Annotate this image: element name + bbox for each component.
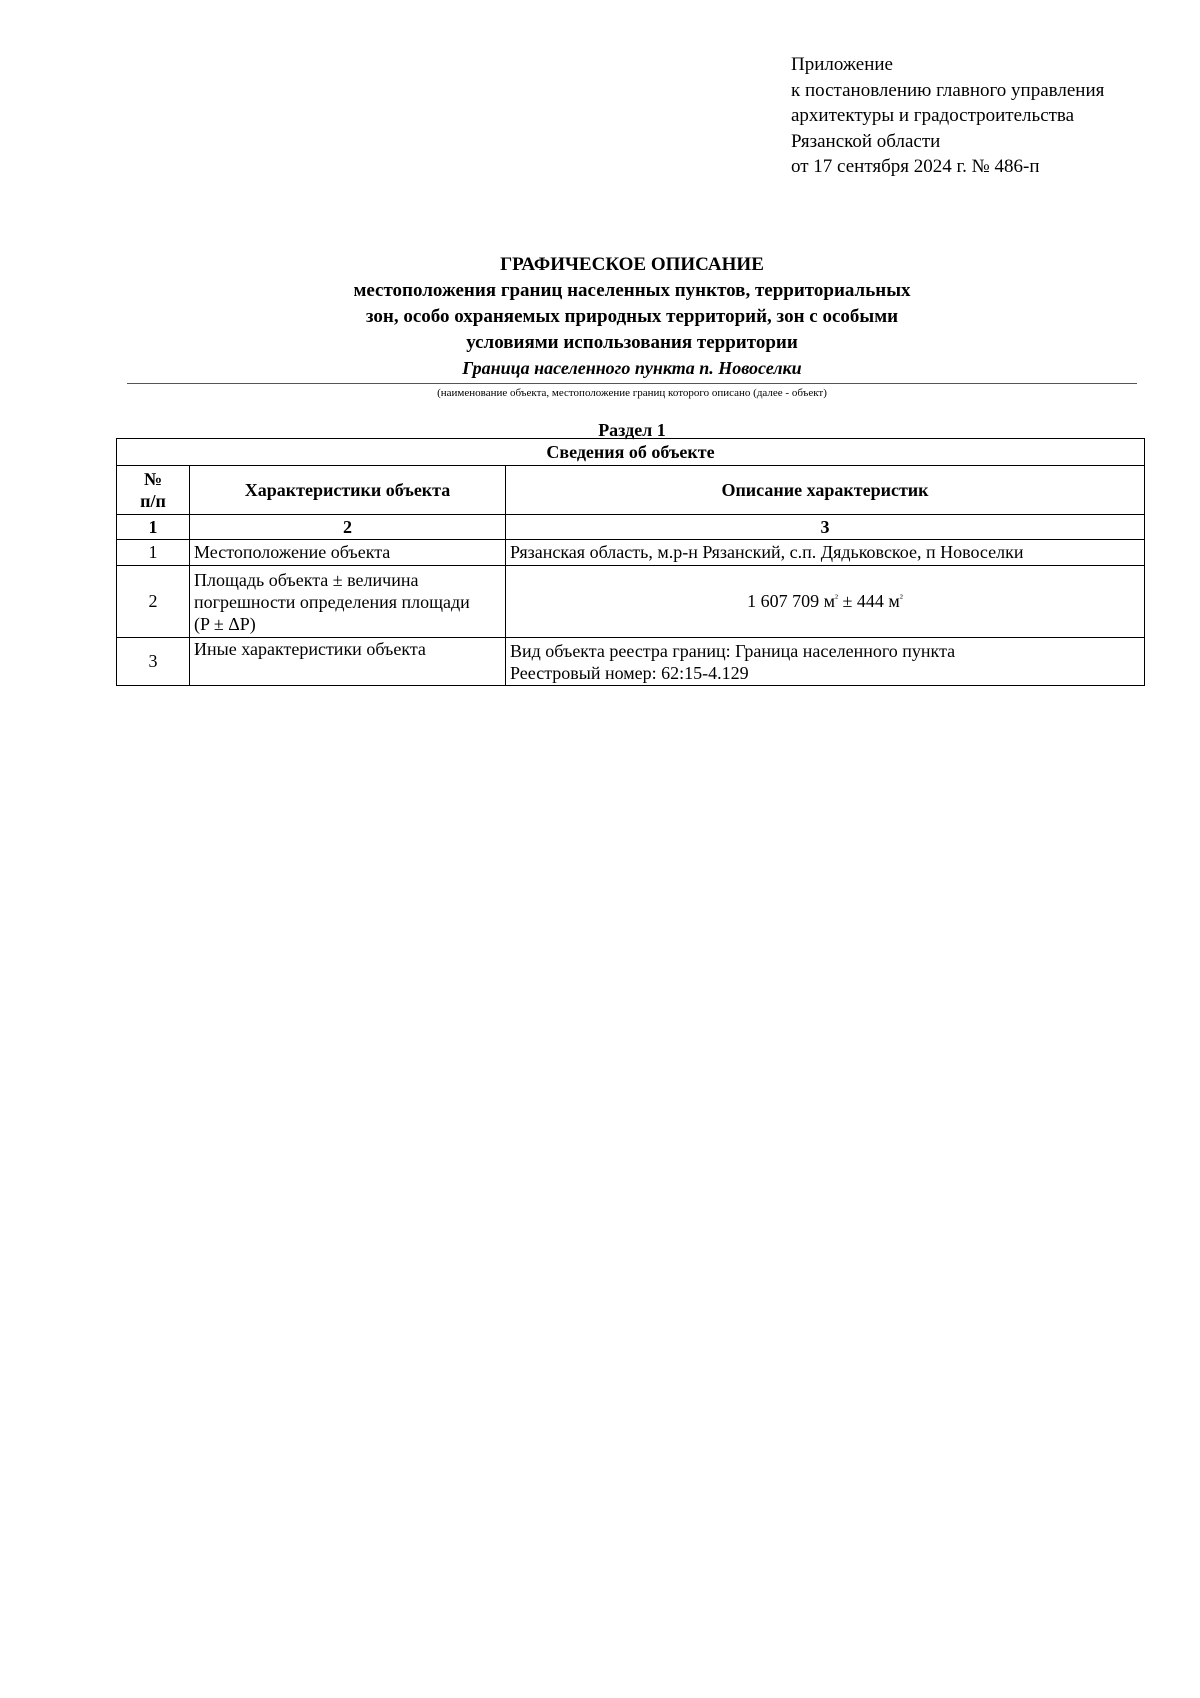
table-caption: Сведения об объекте [117, 439, 1145, 466]
row-num: 1 [117, 540, 190, 566]
appendix-line: к постановлению главного управления [791, 79, 1105, 101]
column-index: 2 [190, 515, 506, 540]
column-index-row [117, 515, 1145, 540]
characteristic-line: погрешности определения площади [194, 591, 470, 612]
column-index: 1 [117, 515, 190, 540]
row-description: Рязанская область, м.р-н Рязанский, с.п. Дядьковское, п Новоселки [506, 540, 1145, 566]
section-title: Раздел 1 [598, 420, 666, 440]
underline-rule [127, 383, 1137, 384]
appendix-block [791, 52, 1104, 180]
header-characteristic: Характеристики объекта [190, 466, 506, 515]
appendix-line: Рязанской области [791, 130, 941, 152]
title-line: ГРАФИЧЕСКОЕ ОПИСАНИЕ [500, 254, 764, 275]
object-caption: (наименование объекта, местоположение границ которого описано (далее - объект) [437, 387, 827, 399]
row-num: 2 [117, 566, 190, 638]
area-unit-sup: ² [835, 593, 839, 604]
description-line: Реестровый номер: 62:15-4.129 [510, 662, 749, 683]
row-characteristic: Местоположение объекта [190, 540, 506, 566]
table-caption-row [117, 439, 1145, 466]
characteristic-line: (P ± ΔP) [194, 613, 256, 634]
object-info-table [116, 438, 1145, 686]
title-line: местоположения границ населенных пунктов, территориальных [353, 280, 911, 301]
table-row [117, 566, 1145, 638]
header-description: Описание характеристик [506, 466, 1145, 515]
area-error: ± 444 м [838, 591, 900, 611]
table-header-row [117, 466, 1145, 515]
appendix-line: Приложение [791, 54, 893, 75]
header-num [117, 466, 190, 515]
row-num: 3 [117, 638, 190, 686]
error-unit-sup: ² [899, 593, 903, 604]
column-index: 3 [506, 515, 1145, 540]
table-row [117, 638, 1145, 686]
table-row [117, 540, 1145, 566]
document-title [127, 252, 1137, 380]
title-line: зон, особо охраняемых природных территорий, зон с особыми [365, 306, 899, 327]
row-characteristic [190, 566, 506, 638]
title-line: условиями использования территории [466, 332, 798, 353]
object-name: Граница населенного пункта п. Новоселки [462, 358, 802, 378]
appendix-line: от 17 сентября 2024 г. № 486-п [791, 156, 1040, 177]
description-line: Вид объекта реестра границ: Граница населенного пункта [510, 640, 956, 661]
row-description [506, 566, 1145, 638]
header-num-line1: № [143, 469, 163, 489]
characteristic-line: Площадь объекта ± величина [194, 569, 419, 590]
header-num-line2: п/п [140, 491, 166, 511]
row-characteristic: Иные характеристики объекта [190, 638, 506, 686]
row-description [506, 638, 1145, 686]
area-value: 1 607 709 м [747, 591, 836, 611]
appendix-line: архитектуры и градостроительства [791, 105, 1075, 126]
